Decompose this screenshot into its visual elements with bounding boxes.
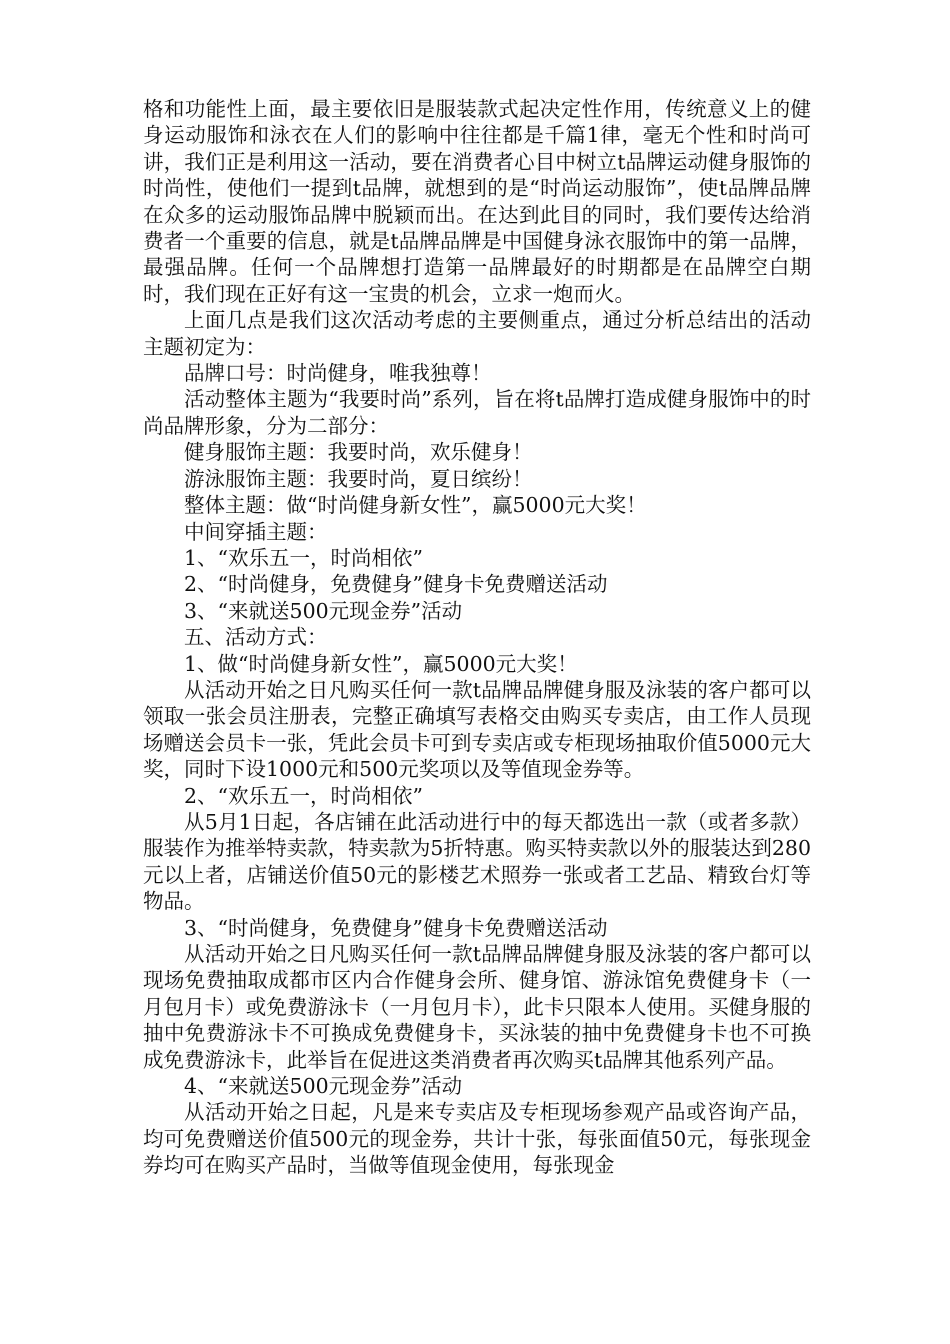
method-4-heading: 4、“来就送500元现金券”活动: [184, 1074, 463, 1099]
document-page: [143, 96, 811, 1179]
paragraph-overall-theme: 活动整体主题为“我要时尚”系列，旨在将t品牌打造成健身服饰中的时尚品牌形象，分为二部分：: [143, 387, 811, 438]
method-3-heading: 3、“时尚健身，免费健身”健身卡免费赠送活动: [184, 915, 608, 940]
paragraph-main-theme: 整体主题：做“时尚健身新女性”，赢5000元大奖！: [184, 493, 647, 518]
paragraph-fitness-theme: 健身服饰主题：我要时尚，欢乐健身！: [184, 440, 533, 465]
section-heading-activity-methods: 五、活动方式：: [184, 625, 328, 650]
paragraph-sub-theme-1: 1、“欢乐五一，时尚相依”: [184, 545, 424, 570]
paragraph-brand-slogan: 品牌口号：时尚健身，唯我独尊！: [184, 361, 492, 386]
paragraph-sub-theme-2: 2、“时尚健身，免费健身”健身卡免费赠送活动: [184, 572, 608, 597]
method-1-body: 从活动开始之日凡购买任何一款t品牌品牌健身服及泳装的客户都可以领取一张会员注册表，完整正确填写表格交由购买专卖店，由工作人员现场赠送会员卡一张，凭此会员卡可到专卖店或专柜现场抽取价值5000元大奖，同时下设1000元和500元奖项以及等值现金券等。: [143, 677, 811, 782]
method-1-heading: 1、做“时尚健身新女性”，赢5000元大奖！: [184, 651, 578, 676]
method-4-body: 从活动开始之日起，凡是来专卖店及专柜现场参观产品或咨询产品，均可免费赠送价值500元的现金券，共计十张，每张面值50元，每张现金券均可在购买产品时，当做等值现金使用，每张现金: [143, 1100, 811, 1178]
paragraph-sub-theme-3: 3、“来就送500元现金券”活动: [184, 598, 463, 623]
paragraph-theme-summary: 上面几点是我们这次活动考虑的主要侧重点，通过分析总结出的活动主题初定为：: [143, 308, 811, 359]
method-3-body: 从活动开始之日凡购买任何一款t品牌品牌健身服及泳装的客户都可以现场免费抽取成都市区内合作健身会所、健身馆、游泳馆免费健身卡（一月包月卡）或免费游泳卡（一月包月卡），此卡只限本人使用。买健身服的抽中免费游泳卡不可换成免费健身卡，买泳装的抽中免费健身卡也不可换成免费游泳卡，此举旨在促进这类消费者再次购买t品牌其他系列产品。: [143, 942, 811, 1072]
paragraph-brand-fashion-intro: 格和功能性上面，最主要依旧是服装款式起决定性作用，传统意义上的健身运动服饰和泳衣在人们的影响中往往都是千篇1律，毫无个性和时尚可讲，我们正是利用这一活动，要在消费者心目中树立t品牌运动健身服饰的时尚性，使他们一提到t品牌，就想到的是“时尚运动服饰”，使t品牌品牌在众多的运动服饰品牌中脱颖而出。在达到此目的同时，我们要传达给消费者一个重要的信息，就是t品牌品牌是中国健身泳衣服饰中的第一品牌，最强品牌。任何一个品牌想打造第一品牌最好的时期都是在品牌空白期时，我们现在正好有这一宝贵的机会，立求一炮而火。: [143, 97, 811, 306]
method-2-heading: 2、“欢乐五一，时尚相依”: [184, 783, 424, 808]
paragraph-sub-themes-heading: 中间穿插主题：: [184, 519, 328, 544]
method-2-body: 从5月1日起，各店铺在此活动进行中的每天都选出一款（或者多款）服装作为推举特卖款，特卖款为5折特惠。购买特卖款以外的服装达到280元以上者，店铺送价值50元的影楼艺术照券一张或者工艺品、精致台灯等物品。: [143, 809, 811, 914]
paragraph-swim-theme: 游泳服饰主题：我要时尚，夏日缤纷！: [184, 466, 533, 491]
